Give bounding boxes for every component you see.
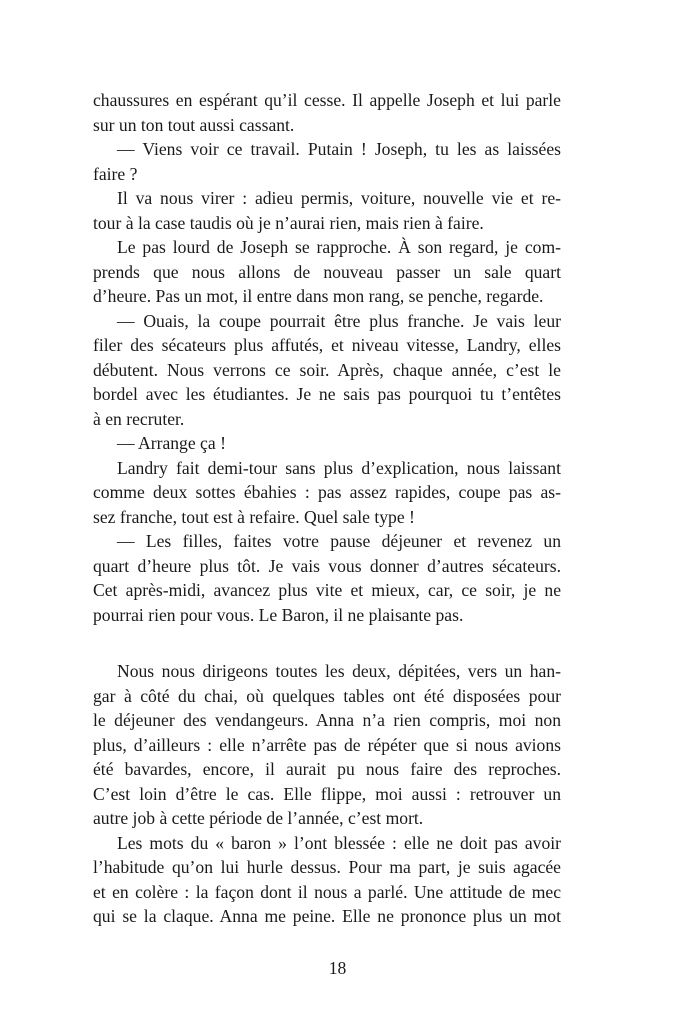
text-line: filer des sécateurs plus affutés, et niveau vitesse, Landry, elles <box>93 335 561 355</box>
text-line: faire ? <box>93 163 138 184</box>
page-number: 18 <box>328 958 347 978</box>
text-line: qui se la claque. Anna me peine. Elle ne prononce plus un mot <box>93 906 561 926</box>
text-line: à en recruter. <box>93 408 185 429</box>
body-text-block-1 <box>93 88 561 627</box>
text-line: Il va nous virer : adieu permis, voiture, nouvelle vie et re- <box>117 188 561 208</box>
text-line: bordel avec les étudiantes. Je ne sais pas pourquoi tu t’entêtes <box>93 384 561 404</box>
text-line: Cet après-midi, avancez plus vite et mieux, car, ce soir, je ne <box>93 580 561 600</box>
text-line: sur un ton tout aussi cassant. <box>93 114 295 135</box>
text-line: et en colère : la façon dont il nous a parlé. Une attitude de mec <box>93 881 561 902</box>
text-line: d’heure. Pas un mot, il entre dans mon rang, se penche, regarde. <box>93 286 544 306</box>
text-line: Les mots du « baron » l’ont blessée : elle ne doit pas avoir <box>117 832 561 853</box>
text-line: Le pas lourd de Joseph se rapproche. À son regard, je com- <box>117 237 561 257</box>
text-line: pourrai rien pour vous. Le Baron, il ne plaisante pas. <box>93 604 464 625</box>
text-line: autre job à cette période de l’année, c’est mort. <box>93 808 424 828</box>
text-line: l’habitude qu’on lui hurle dessus. Pour ma part, je suis agacée <box>93 857 561 877</box>
text-line: — Viens voir ce travail. Putain ! Joseph, tu les as laissées <box>117 139 561 159</box>
text-line: prends que nous allons de nouveau passer un sale quart <box>93 261 561 282</box>
text-line: chaussures en espérant qu’il cesse. Il appelle Joseph et lui parle <box>93 90 561 110</box>
text-line: été bavardes, encore, il aurait pu nous faire des reproches. <box>93 759 561 779</box>
text-line: — Arrange ça ! <box>117 433 226 453</box>
text-line: quart d’heure plus tôt. Je vais vous donner d’autres sécateurs. <box>93 555 561 576</box>
text-line: Nous nous dirigeons toutes les deux, dépitées, vers un han- <box>117 661 561 681</box>
text-line: — Les filles, faites votre pause déjeuner et revenez un <box>117 531 561 551</box>
text-line: le déjeuner des vendangeurs. Anna n’a rien compris, moi non <box>93 710 561 730</box>
text-line: plus, d’ailleurs : elle n’arrête pas de répéter que si nous avions <box>93 734 561 755</box>
text-line: C’est loin d’être le cas. Elle flippe, moi aussi : retrouver un <box>93 783 561 804</box>
text-line: tour à la case taudis où je n’aurai rien, mais rien à faire. <box>93 212 484 233</box>
body-text-block-2 <box>93 659 561 929</box>
text-line: débutent. Nous verrons ce soir. Après, chaque année, c’est le <box>93 359 561 380</box>
text-line: comme deux sottes ébahies : pas assez rapides, coupe pas as- <box>93 482 561 502</box>
text-line: — Ouais, la coupe pourrait être plus franche. Je vais leur <box>117 310 561 331</box>
text-line: Landry fait demi-tour sans plus d’explication, nous laissant <box>117 457 561 478</box>
text-line: gar à côté du chai, où quelques tables ont été disposées pour <box>93 685 561 706</box>
text-line: sez franche, tout est à refaire. Quel sale type ! <box>93 506 415 527</box>
